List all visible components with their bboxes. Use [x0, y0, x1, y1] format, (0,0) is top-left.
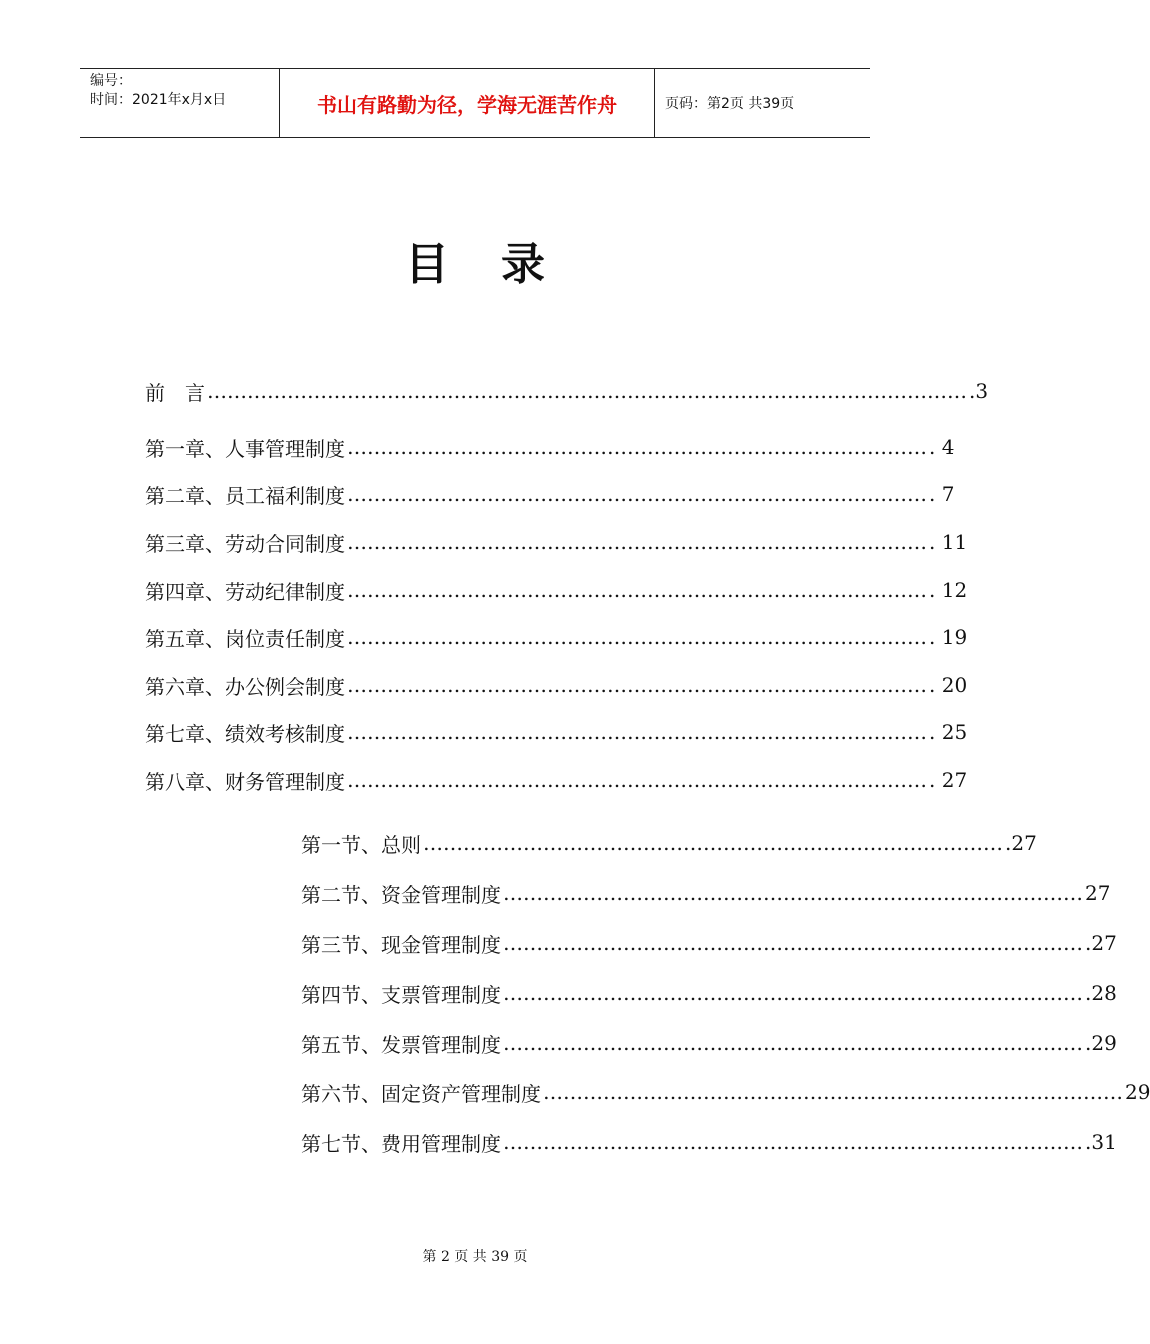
toc-chapter[interactable]	[145, 527, 968, 557]
toc-chapter-number: 第四章、	[145, 579, 225, 604]
toc-leader-dots: ……………………………………………………………………………	[347, 625, 927, 649]
toc-section[interactable]	[301, 828, 1037, 858]
toc-page-number: .3	[969, 379, 989, 403]
header-time: 时间：2021年x月x日	[90, 92, 227, 108]
toc-section-name: 第一节、总则	[301, 832, 421, 857]
toc-section-name: 第六节、固定资产管理制度	[301, 1081, 541, 1106]
toc-chapter-name: 劳动合同制度	[225, 531, 345, 556]
toc-section[interactable]	[301, 1077, 1150, 1107]
toc-section-name: 第二节、资金管理制度	[301, 882, 501, 907]
toc-page-number: . 11	[929, 530, 968, 554]
toc-section[interactable]	[301, 978, 1117, 1008]
toc-page-number: .31	[1085, 1130, 1117, 1154]
toc-chapter[interactable]	[145, 432, 955, 462]
toc-page-number: . 27	[929, 768, 968, 792]
toc-chapter-number: 第五章、	[145, 626, 225, 651]
toc-leader-dots: ……………………………………………………………………………	[347, 768, 927, 792]
toc-chapter-name: 绩效考核制度	[225, 721, 345, 746]
title-char-1: 目	[405, 239, 449, 290]
toc-preface[interactable]	[145, 376, 989, 406]
toc-chapter-name: 财务管理制度	[225, 769, 345, 794]
toc-page-number: . 19	[929, 625, 968, 649]
toc-page-number: . 4	[929, 435, 955, 459]
toc-chapter-name: 员工福利制度	[225, 483, 345, 508]
toc-leader-dots: ……………………………………………………………………………	[503, 881, 1083, 905]
toc-chapter-name: 岗位责任制度	[225, 626, 345, 651]
page-header	[80, 68, 870, 138]
toc-leader-dots: ……………………………………………………………………………	[543, 1080, 1123, 1104]
toc-section-name: 第四节、支票管理制度	[301, 982, 501, 1007]
header-meta	[80, 69, 280, 137]
toc-page-number: . 25	[929, 720, 968, 744]
toc-leader-dots: ……………………………………………………………………………	[503, 931, 1083, 955]
toc-preface-label: 前 言	[145, 380, 205, 405]
toc-chapter-number: 第二章、	[145, 483, 225, 508]
toc-section-name: 第五节、发票管理制度	[301, 1032, 501, 1057]
toc-section-name: 第七节、费用管理制度	[301, 1131, 501, 1156]
header-number: 编号：	[90, 73, 132, 89]
title-char-2: 录	[501, 239, 545, 290]
toc-section[interactable]	[301, 928, 1117, 958]
toc-chapter-name: 办公例会制度	[225, 674, 345, 699]
page-footer: 第 2 页 共 39 页	[422, 1249, 528, 1265]
toc-section[interactable]	[301, 878, 1111, 908]
toc-section[interactable]	[301, 1127, 1117, 1157]
toc-chapter[interactable]	[145, 575, 968, 605]
toc-leader-dots: ……………………………………………………………………………	[423, 831, 1003, 855]
toc-chapter-number: 第三章、	[145, 531, 225, 556]
toc-chapter[interactable]	[145, 479, 955, 509]
toc-leader-dots: ……………………………………………………………………………	[347, 435, 927, 459]
toc-page-number: . 12	[929, 578, 968, 602]
toc-page-number: . 7	[929, 482, 955, 506]
toc-chapter[interactable]	[145, 765, 968, 795]
toc-leader-dots: ……………………………………………………………………………	[347, 530, 927, 554]
toc-leader-dots: ……………………………………………………………………………………………………	[207, 379, 967, 403]
toc-leader-dots: ……………………………………………………………………………	[503, 1031, 1083, 1055]
header-page-info: 页码：第2页 共39页	[665, 96, 795, 112]
toc-chapter-number: 第六章、	[145, 674, 225, 699]
header-motto: 书山有路勤为径，学海无涯苦作舟	[280, 69, 655, 137]
toc-chapter-name: 劳动纪律制度	[225, 579, 345, 604]
toc-chapter[interactable]	[145, 622, 968, 652]
toc-leader-dots: ……………………………………………………………………………	[347, 720, 927, 744]
toc-page-number: 27	[1085, 881, 1111, 905]
toc-leader-dots: ……………………………………………………………………………	[347, 482, 927, 506]
toc-page-number: 29	[1125, 1080, 1150, 1104]
toc-page-number: .29	[1085, 1031, 1117, 1055]
toc-page-number: .27	[1005, 831, 1037, 855]
toc-chapter-number: 第七章、	[145, 721, 225, 746]
toc-section[interactable]	[301, 1028, 1117, 1058]
toc-leader-dots: ……………………………………………………………………………	[503, 1130, 1083, 1154]
toc-page-number: .28	[1085, 981, 1117, 1005]
toc-chapter-number: 第一章、	[145, 436, 225, 461]
toc-chapter-number: 第八章、	[145, 769, 225, 794]
toc-leader-dots: ……………………………………………………………………………	[347, 578, 927, 602]
page-title	[0, 228, 950, 292]
toc-section-name: 第三节、现金管理制度	[301, 932, 501, 957]
toc-chapter[interactable]	[145, 670, 968, 700]
toc-chapter[interactable]	[145, 717, 968, 747]
toc-page-number: . 20	[929, 673, 968, 697]
toc-page-number: .27	[1085, 931, 1117, 955]
toc-chapter-name: 人事管理制度	[225, 436, 345, 461]
toc-leader-dots: ……………………………………………………………………………	[347, 673, 927, 697]
toc-leader-dots: ……………………………………………………………………………	[503, 981, 1083, 1005]
